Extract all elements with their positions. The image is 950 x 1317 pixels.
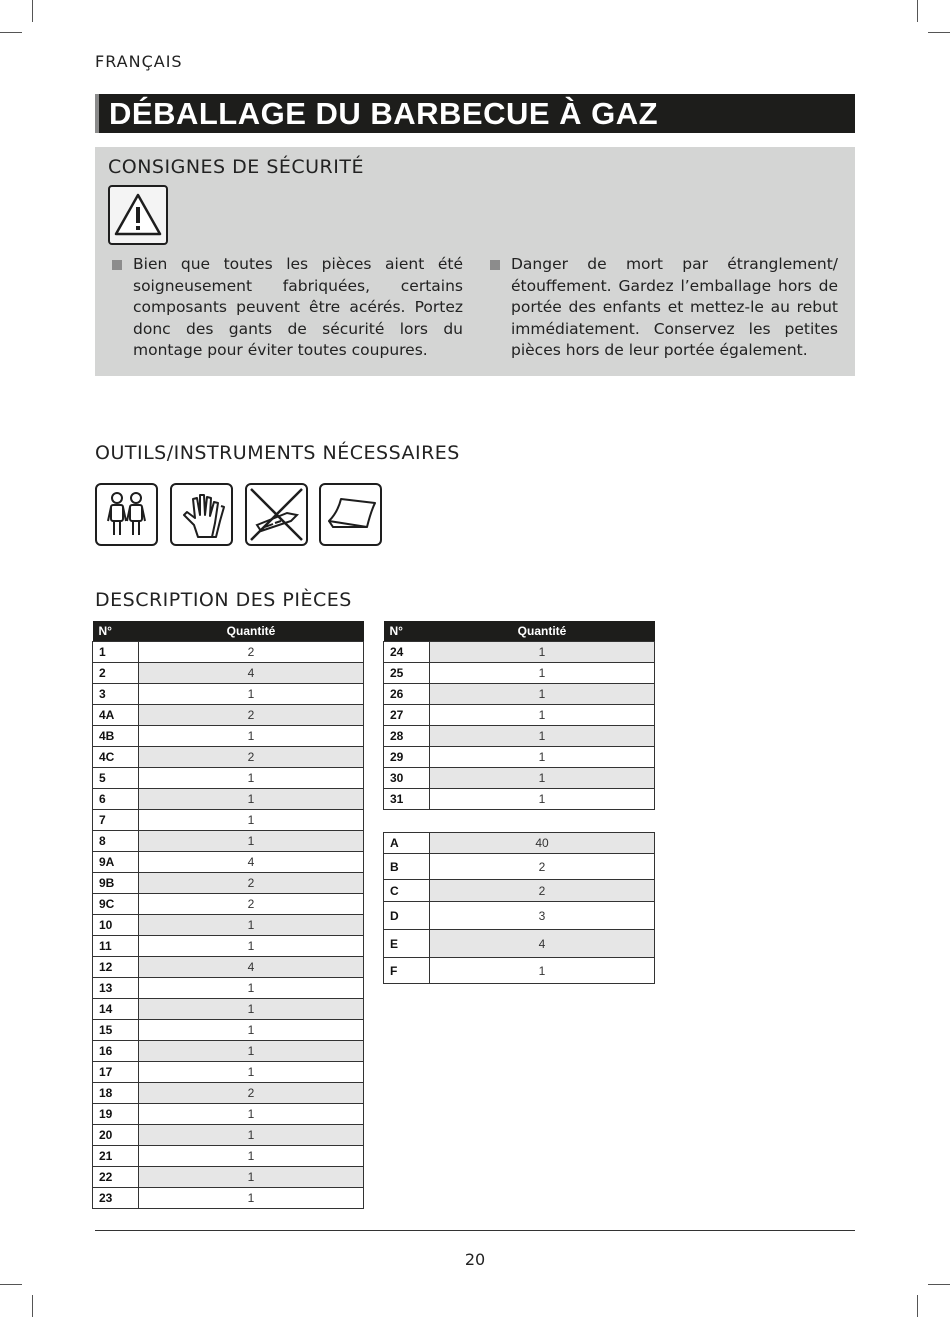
table-row bbox=[93, 705, 364, 726]
crop-mark bbox=[928, 1284, 950, 1285]
safety-bullet-packaging: Danger de mort par étranglement/ étouffement. Gardez l’emballage hors de portée des enfants et mettez-le au rebut immédiatement. Conservez les petites pièces hors de leur portée également. bbox=[511, 255, 838, 359]
table-row bbox=[93, 810, 364, 831]
table-row bbox=[384, 854, 655, 880]
part-quantity-cell: 1 bbox=[139, 789, 364, 810]
table-row bbox=[384, 684, 655, 705]
part-quantity-cell: 1 bbox=[430, 684, 655, 705]
table-row bbox=[93, 999, 364, 1020]
part-quantity-cell: 4 bbox=[139, 852, 364, 873]
part-number-cell: 18 bbox=[93, 1083, 139, 1104]
part-number-cell: 9C bbox=[93, 894, 139, 915]
hardware-table bbox=[383, 832, 655, 984]
bullet-marker bbox=[490, 260, 500, 270]
table-row bbox=[93, 873, 364, 894]
part-number-cell: 10 bbox=[93, 915, 139, 936]
part-quantity-cell: 1 bbox=[430, 958, 655, 984]
protective-cloth-icon bbox=[319, 483, 382, 546]
column-header-quantity: Quantité bbox=[139, 621, 364, 642]
part-quantity-cell: 4 bbox=[139, 957, 364, 978]
table-row bbox=[93, 936, 364, 957]
part-quantity-cell: 2 bbox=[139, 894, 364, 915]
page-title: DÉBALLAGE DU BARBECUE À GAZ bbox=[109, 96, 659, 131]
table-row bbox=[93, 747, 364, 768]
page-title-bar bbox=[95, 94, 855, 133]
part-number-cell: C bbox=[384, 880, 430, 902]
part-quantity-cell: 2 bbox=[430, 854, 655, 880]
table-row bbox=[93, 1062, 364, 1083]
part-number-cell: D bbox=[384, 902, 430, 930]
part-quantity-cell: 1 bbox=[139, 810, 364, 831]
part-quantity-cell: 2 bbox=[430, 880, 655, 902]
table-row bbox=[93, 1188, 364, 1209]
part-number-cell: 3 bbox=[93, 684, 139, 705]
part-quantity-cell: 1 bbox=[139, 726, 364, 747]
part-quantity-cell: 1 bbox=[139, 1104, 364, 1125]
part-number-cell: 7 bbox=[93, 810, 139, 831]
crop-mark bbox=[32, 1295, 33, 1317]
table-row bbox=[93, 684, 364, 705]
part-number-cell: 19 bbox=[93, 1104, 139, 1125]
part-number-cell: 24 bbox=[384, 642, 430, 663]
part-number-cell: 15 bbox=[93, 1020, 139, 1041]
table-row bbox=[384, 880, 655, 902]
safety-bullet-gloves: Bien que toutes les pièces aient été soigneusement fabriquées, certains composants peuvent être acérés. Portez donc des gants de sécurité lors du montage pour éviter toutes coupures. bbox=[133, 255, 463, 359]
part-number-cell: 4C bbox=[93, 747, 139, 768]
table-row bbox=[93, 768, 364, 789]
part-number-cell: 4A bbox=[93, 705, 139, 726]
table-row bbox=[384, 642, 655, 663]
table-row bbox=[384, 705, 655, 726]
part-quantity-cell: 4 bbox=[430, 930, 655, 958]
part-number-cell: 6 bbox=[93, 789, 139, 810]
part-quantity-cell: 1 bbox=[430, 747, 655, 768]
part-quantity-cell: 1 bbox=[139, 684, 364, 705]
part-number-cell: 14 bbox=[93, 999, 139, 1020]
part-number-cell: B bbox=[384, 854, 430, 880]
table-row bbox=[384, 663, 655, 684]
part-number-cell: 22 bbox=[93, 1167, 139, 1188]
part-number-cell: 9A bbox=[93, 852, 139, 873]
table-row bbox=[93, 915, 364, 936]
part-quantity-cell: 1 bbox=[139, 1020, 364, 1041]
table-row bbox=[93, 1020, 364, 1041]
table-row bbox=[93, 957, 364, 978]
page-number: 20 bbox=[464, 1250, 486, 1269]
crop-mark bbox=[917, 0, 918, 22]
part-quantity-cell: 1 bbox=[139, 1188, 364, 1209]
table-row bbox=[93, 1041, 364, 1062]
part-quantity-cell: 3 bbox=[430, 902, 655, 930]
footer-rule bbox=[95, 1230, 855, 1231]
part-number-cell: 4B bbox=[93, 726, 139, 747]
part-quantity-cell: 1 bbox=[139, 936, 364, 957]
part-quantity-cell: 1 bbox=[139, 831, 364, 852]
table-row bbox=[93, 1125, 364, 1146]
part-number-cell: 5 bbox=[93, 768, 139, 789]
part-quantity-cell: 1 bbox=[430, 768, 655, 789]
part-number-cell: 25 bbox=[384, 663, 430, 684]
part-quantity-cell: 1 bbox=[430, 663, 655, 684]
crop-mark bbox=[0, 32, 22, 33]
part-number-cell: E bbox=[384, 930, 430, 958]
part-number-cell: 20 bbox=[93, 1125, 139, 1146]
part-number-cell: 28 bbox=[384, 726, 430, 747]
table-row bbox=[93, 1167, 364, 1188]
part-number-cell: 12 bbox=[93, 957, 139, 978]
part-quantity-cell: 1 bbox=[139, 999, 364, 1020]
part-number-cell: 23 bbox=[93, 1188, 139, 1209]
safety-heading: CONSIGNES DE SÉCURITÉ bbox=[108, 156, 364, 178]
part-quantity-cell: 2 bbox=[139, 747, 364, 768]
part-quantity-cell: 1 bbox=[430, 789, 655, 810]
warning-triangle-icon bbox=[114, 192, 162, 238]
column-header-number: N° bbox=[384, 621, 430, 642]
part-quantity-cell: 1 bbox=[430, 726, 655, 747]
part-number-cell: 16 bbox=[93, 1041, 139, 1062]
part-number-cell: 29 bbox=[384, 747, 430, 768]
table-row bbox=[93, 978, 364, 999]
part-quantity-cell: 1 bbox=[139, 1041, 364, 1062]
part-number-cell: F bbox=[384, 958, 430, 984]
table-row bbox=[384, 902, 655, 930]
table-row bbox=[384, 726, 655, 747]
table-row bbox=[93, 663, 364, 684]
safety-panel bbox=[95, 147, 855, 376]
part-quantity-cell: 1 bbox=[139, 915, 364, 936]
part-quantity-cell: 1 bbox=[139, 1146, 364, 1167]
table-row bbox=[93, 1146, 364, 1167]
part-quantity-cell: 1 bbox=[139, 768, 364, 789]
part-number-cell: 31 bbox=[384, 789, 430, 810]
part-number-cell: 13 bbox=[93, 978, 139, 999]
no-cutter-knife-icon bbox=[245, 483, 308, 546]
part-quantity-cell: 2 bbox=[139, 873, 364, 894]
part-number-cell: 21 bbox=[93, 1146, 139, 1167]
part-number-cell: 17 bbox=[93, 1062, 139, 1083]
part-quantity-cell: 1 bbox=[139, 1167, 364, 1188]
column-header-quantity: Quantité bbox=[430, 621, 655, 642]
part-number-cell: 8 bbox=[93, 831, 139, 852]
parts-table-left bbox=[92, 621, 364, 1209]
part-quantity-cell: 1 bbox=[139, 1062, 364, 1083]
part-number-cell: 9B bbox=[93, 873, 139, 894]
table-row bbox=[93, 1083, 364, 1104]
part-quantity-cell: 1 bbox=[430, 642, 655, 663]
table-header-row bbox=[384, 621, 655, 642]
table-row bbox=[93, 789, 364, 810]
part-number-cell: 27 bbox=[384, 705, 430, 726]
two-persons-icon bbox=[95, 483, 158, 546]
part-number-cell: 1 bbox=[93, 642, 139, 663]
part-quantity-cell: 2 bbox=[139, 705, 364, 726]
crop-mark bbox=[928, 32, 950, 33]
part-quantity-cell: 2 bbox=[139, 642, 364, 663]
part-quantity-cell: 40 bbox=[430, 833, 655, 854]
crop-mark bbox=[0, 1284, 22, 1285]
table-row bbox=[384, 930, 655, 958]
table-row bbox=[384, 747, 655, 768]
table-row bbox=[384, 958, 655, 984]
table-row bbox=[93, 726, 364, 747]
table-row bbox=[384, 833, 655, 854]
table-header-row bbox=[93, 621, 364, 642]
part-number-cell: 30 bbox=[384, 768, 430, 789]
table-row bbox=[384, 768, 655, 789]
part-quantity-cell: 4 bbox=[139, 663, 364, 684]
part-number-cell: 2 bbox=[93, 663, 139, 684]
part-quantity-cell: 2 bbox=[139, 1083, 364, 1104]
part-number-cell: 26 bbox=[384, 684, 430, 705]
table-row bbox=[93, 831, 364, 852]
parts-table-right bbox=[383, 621, 655, 810]
bullet-marker bbox=[112, 260, 122, 270]
language-label: FRANÇAIS bbox=[95, 52, 183, 71]
column-header-number: N° bbox=[93, 621, 139, 642]
table-row bbox=[384, 789, 655, 810]
safety-gloves-icon bbox=[170, 483, 233, 546]
part-quantity-cell: 1 bbox=[139, 978, 364, 999]
warning-icon-frame bbox=[108, 185, 168, 245]
table-row bbox=[93, 1104, 364, 1125]
crop-mark bbox=[917, 1295, 918, 1317]
part-number-cell: 11 bbox=[93, 936, 139, 957]
crop-mark bbox=[32, 0, 33, 22]
part-number-cell: A bbox=[384, 833, 430, 854]
table-row bbox=[93, 852, 364, 873]
tools-heading: OUTILS/INSTRUMENTS NÉCESSAIRES bbox=[95, 442, 460, 464]
parts-heading: DESCRIPTION DES PIÈCES bbox=[95, 589, 352, 611]
table-row bbox=[93, 894, 364, 915]
part-quantity-cell: 1 bbox=[139, 1125, 364, 1146]
table-row bbox=[93, 642, 364, 663]
part-quantity-cell: 1 bbox=[430, 705, 655, 726]
